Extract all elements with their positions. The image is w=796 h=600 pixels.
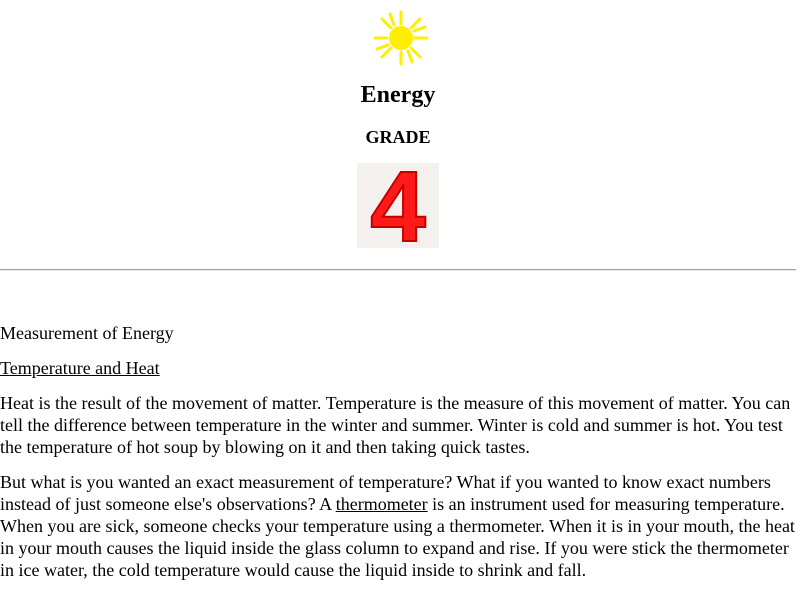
sun-icon: [373, 10, 429, 66]
paragraph-thermometer: [0, 471, 796, 581]
grade-label: GRADE: [365, 127, 431, 147]
grade-4-image: [357, 163, 439, 248]
article-body: [0, 322, 796, 594]
paragraph-text-before: But what is you wanted an exact measurement of temperature? What if you wanted to know exact numbers instead of just someone else's observations? A: [0, 472, 771, 514]
paragraph-heat: Heat is the result of the movement of matter. Temperature is the measure of this movement of matter. You can tell the difference between temperature in the winter and summer. Winter is cold and summer is hot. You test the temperature of hot soup by blowing on it and then taking quick tastes.: [0, 393, 791, 457]
divider: [0, 269, 796, 271]
subsection-title-wrapper: [0, 357, 796, 379]
paragraph-text-after: is an instrument used for measuring temperature. When you are sick, someone checks your temperature using a thermometer. When it is in your mouth, the heat in your mouth causes the liquid inside the glass column to expand and rise. If you were stick the thermometer in ice water, the cold temperature would cause the liquid inside to shrink and fall.: [0, 494, 795, 580]
thermometer-link[interactable]: thermometer: [335, 494, 428, 514]
grade-number: 4: [370, 163, 426, 248]
page-title: Energy: [360, 82, 436, 108]
section-title: Measurement of Energy: [0, 323, 174, 343]
subsection-title: Temperature and Heat: [0, 358, 160, 378]
